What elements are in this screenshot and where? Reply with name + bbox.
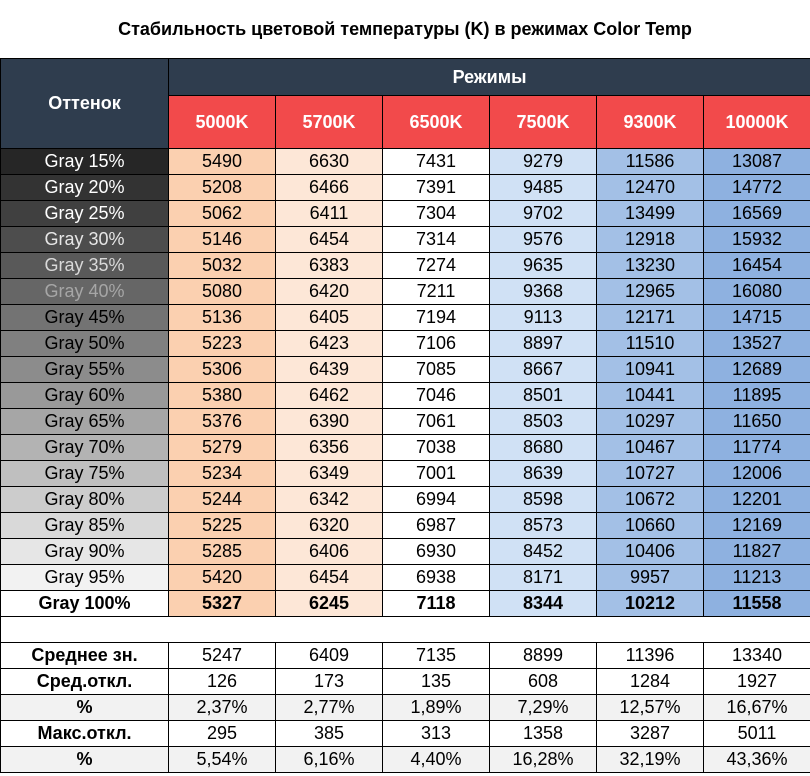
stats-cell: 295 (169, 721, 276, 747)
table-cell: 11510 (597, 331, 704, 357)
table-cell: 6356 (276, 435, 383, 461)
table-cell: 8503 (490, 409, 597, 435)
table-cell: 7061 (383, 409, 490, 435)
table-row (1, 175, 810, 201)
table-cell: 8680 (490, 435, 597, 461)
table-cell: 8573 (490, 513, 597, 539)
table-cell: 9485 (490, 175, 597, 201)
stats-cell: 3287 (597, 721, 704, 747)
table-cell: 7211 (383, 279, 490, 305)
stats-row (1, 747, 810, 773)
table-cell: 10660 (597, 513, 704, 539)
stats-cell: 16,67% (704, 695, 810, 721)
table-cell: 11650 (704, 409, 810, 435)
table-cell: 6342 (276, 487, 383, 513)
table-cell: 5285 (169, 539, 276, 565)
stats-label: Макс.откл. (1, 721, 169, 747)
table-row (1, 513, 810, 539)
stats-cell: 126 (169, 669, 276, 695)
table-row (1, 279, 810, 305)
stats-cell: 43,36% (704, 747, 810, 773)
stats-label: % (1, 695, 169, 721)
table-row (1, 409, 810, 435)
mode-header-6500K: 6500K (383, 96, 490, 149)
table-cell: 5244 (169, 487, 276, 513)
row-label: Gray 100% (1, 591, 169, 617)
header-shade: Оттенок (1, 59, 169, 149)
table-cell: 11895 (704, 383, 810, 409)
table-cell: 12689 (704, 357, 810, 383)
table-cell: 7304 (383, 201, 490, 227)
table-cell: 6994 (383, 487, 490, 513)
row-label: Gray 60% (1, 383, 169, 409)
table-cell: 6245 (276, 591, 383, 617)
table-cell: 10406 (597, 539, 704, 565)
mode-header-5000K: 5000K (169, 96, 276, 149)
stats-cell: 12,57% (597, 695, 704, 721)
table-cell: 13499 (597, 201, 704, 227)
table-cell: 6349 (276, 461, 383, 487)
table-cell: 10727 (597, 461, 704, 487)
table-cell: 7194 (383, 305, 490, 331)
table-cell: 11586 (597, 149, 704, 175)
stats-cell: 385 (276, 721, 383, 747)
header-modes: Режимы (169, 59, 810, 96)
table-cell: 11213 (704, 565, 810, 591)
table-cell: 5208 (169, 175, 276, 201)
stats-cell: 2,77% (276, 695, 383, 721)
table-cell: 11558 (704, 591, 810, 617)
row-label: Gray 40% (1, 279, 169, 305)
table-cell: 12171 (597, 305, 704, 331)
table-cell: 16454 (704, 253, 810, 279)
table-cell: 9702 (490, 201, 597, 227)
table-cell: 7391 (383, 175, 490, 201)
table-cell: 11827 (704, 539, 810, 565)
table-row (1, 383, 810, 409)
table-cell: 6423 (276, 331, 383, 357)
table-row (1, 461, 810, 487)
table-cell: 5420 (169, 565, 276, 591)
table-cell: 8639 (490, 461, 597, 487)
table-cell: 10467 (597, 435, 704, 461)
mode-header-7500K: 7500K (490, 96, 597, 149)
table-row (1, 227, 810, 253)
table-body (1, 59, 810, 773)
stats-row (1, 643, 810, 669)
stats-cell: 5247 (169, 643, 276, 669)
mode-header-9300K: 9300K (597, 96, 704, 149)
row-label: Gray 35% (1, 253, 169, 279)
row-label: Gray 50% (1, 331, 169, 357)
table-cell: 10941 (597, 357, 704, 383)
table-cell: 6405 (276, 305, 383, 331)
row-label: Gray 55% (1, 357, 169, 383)
stats-row (1, 695, 810, 721)
table-cell: 12918 (597, 227, 704, 253)
table-cell: 7314 (383, 227, 490, 253)
spacer-cell (1, 617, 810, 643)
table-cell: 13087 (704, 149, 810, 175)
table-cell: 9957 (597, 565, 704, 591)
stats-cell: 5,54% (169, 747, 276, 773)
table-cell: 5380 (169, 383, 276, 409)
table-row (1, 487, 810, 513)
stats-cell: 173 (276, 669, 383, 695)
row-label: Gray 95% (1, 565, 169, 591)
stats-cell: 1284 (597, 669, 704, 695)
table-cell: 9279 (490, 149, 597, 175)
table-cell: 6454 (276, 565, 383, 591)
table-cell: 14715 (704, 305, 810, 331)
table-cell: 5032 (169, 253, 276, 279)
table-cell: 6462 (276, 383, 383, 409)
row-label: Gray 45% (1, 305, 169, 331)
row-label: Gray 70% (1, 435, 169, 461)
table-cell: 5223 (169, 331, 276, 357)
row-label: Gray 90% (1, 539, 169, 565)
row-label: Gray 80% (1, 487, 169, 513)
stats-cell: 2,37% (169, 695, 276, 721)
stats-row (1, 669, 810, 695)
table-cell: 12965 (597, 279, 704, 305)
table-cell: 7038 (383, 435, 490, 461)
table-cell: 12201 (704, 487, 810, 513)
table-cell: 8452 (490, 539, 597, 565)
table-cell: 6406 (276, 539, 383, 565)
table-cell: 12470 (597, 175, 704, 201)
table-cell: 8171 (490, 565, 597, 591)
spacer-row (1, 617, 810, 643)
table-row (1, 149, 810, 175)
table-cell: 7046 (383, 383, 490, 409)
table-cell: 10297 (597, 409, 704, 435)
table-cell: 7106 (383, 331, 490, 357)
stats-cell: 32,19% (597, 747, 704, 773)
table-cell: 9635 (490, 253, 597, 279)
table-cell: 9113 (490, 305, 597, 331)
table-cell: 5376 (169, 409, 276, 435)
table-row (1, 565, 810, 591)
stats-label: Сред.откл. (1, 669, 169, 695)
table-cell: 7431 (383, 149, 490, 175)
table-cell: 6630 (276, 149, 383, 175)
mode-header-5700K: 5700K (276, 96, 383, 149)
table-row (1, 305, 810, 331)
table-cell: 7085 (383, 357, 490, 383)
table-cell: 14772 (704, 175, 810, 201)
table-cell: 6420 (276, 279, 383, 305)
stats-row (1, 721, 810, 747)
stats-label: Среднее зн. (1, 643, 169, 669)
table-cell: 9576 (490, 227, 597, 253)
table-cell: 5136 (169, 305, 276, 331)
table-cell: 8667 (490, 357, 597, 383)
table-cell: 6320 (276, 513, 383, 539)
data-table (0, 58, 810, 773)
table-cell: 5225 (169, 513, 276, 539)
stats-cell: 1927 (704, 669, 810, 695)
page-title: Стабильность цветовой температуры (K) в режимах Color Temp (118, 18, 692, 39)
table-row (1, 253, 810, 279)
row-label: Gray 15% (1, 149, 169, 175)
table-cell: 5146 (169, 227, 276, 253)
table-cell: 16569 (704, 201, 810, 227)
stats-cell: 608 (490, 669, 597, 695)
table-cell: 6439 (276, 357, 383, 383)
stats-cell: 1358 (490, 721, 597, 747)
table-cell: 7118 (383, 591, 490, 617)
table-cell: 11774 (704, 435, 810, 461)
stats-cell: 16,28% (490, 747, 597, 773)
table-cell: 7001 (383, 461, 490, 487)
table-cell: 12169 (704, 513, 810, 539)
table-cell: 8344 (490, 591, 597, 617)
table-cell: 5327 (169, 591, 276, 617)
table-row (1, 201, 810, 227)
row-label: Gray 75% (1, 461, 169, 487)
table-cell: 5279 (169, 435, 276, 461)
table-cell: 6930 (383, 539, 490, 565)
table-row (1, 591, 810, 617)
mode-header-10000K: 10000K (704, 96, 810, 149)
stats-cell: 4,40% (383, 747, 490, 773)
stats-cell: 135 (383, 669, 490, 695)
row-label: Gray 65% (1, 409, 169, 435)
stats-cell: 5011 (704, 721, 810, 747)
stats-cell: 13340 (704, 643, 810, 669)
row-label: Gray 30% (1, 227, 169, 253)
table-cell: 5062 (169, 201, 276, 227)
table-cell: 6938 (383, 565, 490, 591)
table-cell: 5080 (169, 279, 276, 305)
table-cell: 9368 (490, 279, 597, 305)
table-cell: 5306 (169, 357, 276, 383)
table-cell: 5490 (169, 149, 276, 175)
table-cell: 6411 (276, 201, 383, 227)
table-cell: 10441 (597, 383, 704, 409)
stats-cell: 8899 (490, 643, 597, 669)
table-cell: 6383 (276, 253, 383, 279)
table-row (1, 435, 810, 461)
table-cell: 6454 (276, 227, 383, 253)
table-cell: 5234 (169, 461, 276, 487)
table-cell: 6987 (383, 513, 490, 539)
table-cell: 10672 (597, 487, 704, 513)
stats-cell: 6409 (276, 643, 383, 669)
table-cell: 6390 (276, 409, 383, 435)
table-cell: 12006 (704, 461, 810, 487)
table-cell: 8598 (490, 487, 597, 513)
stats-cell: 6,16% (276, 747, 383, 773)
table-row (1, 539, 810, 565)
row-label: Gray 20% (1, 175, 169, 201)
row-label: Gray 85% (1, 513, 169, 539)
stats-cell: 7,29% (490, 695, 597, 721)
stats-cell: 313 (383, 721, 490, 747)
table-cell: 6466 (276, 175, 383, 201)
table-row (1, 331, 810, 357)
table-cell: 7274 (383, 253, 490, 279)
table-cell: 15932 (704, 227, 810, 253)
table-cell: 16080 (704, 279, 810, 305)
table-cell: 8897 (490, 331, 597, 357)
stats-label: % (1, 747, 169, 773)
table-cell: 8501 (490, 383, 597, 409)
row-label: Gray 25% (1, 201, 169, 227)
table-cell: 10212 (597, 591, 704, 617)
table-row (1, 357, 810, 383)
stats-cell: 7135 (383, 643, 490, 669)
table-cell: 13527 (704, 331, 810, 357)
stats-cell: 11396 (597, 643, 704, 669)
table-cell: 13230 (597, 253, 704, 279)
stats-cell: 1,89% (383, 695, 490, 721)
